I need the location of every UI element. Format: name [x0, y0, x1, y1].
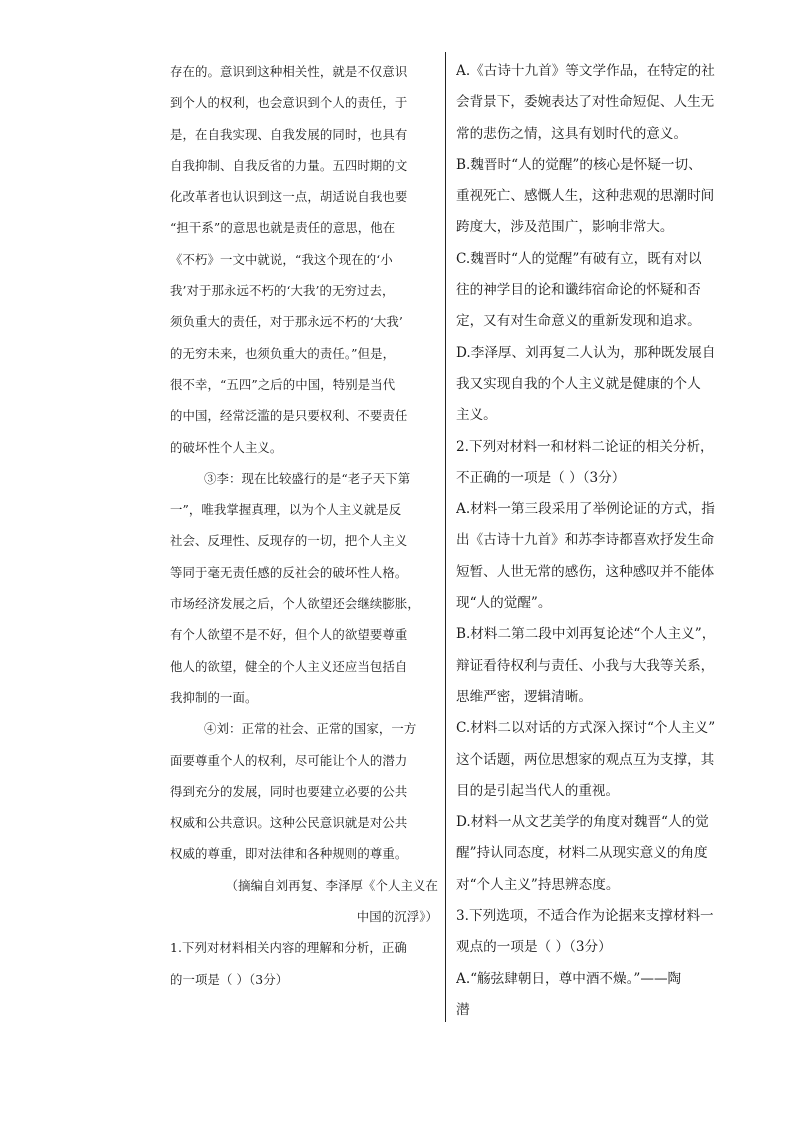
text-line: 我’对于那永远不朽的‘大我’的无穷过去， — [170, 283, 395, 299]
source-citation-end: 中国的沉浮》） — [356, 909, 438, 925]
option-line: 主义。 — [456, 407, 497, 424]
text-line: 很不幸，“五四”之后的中国，特别是当代 — [170, 376, 396, 392]
option-line: 辩证看待权利与责任、小我与大我等关系， — [456, 657, 715, 674]
option-line: 往的神学目的论和谶纬宿命论的怀疑和否 — [456, 282, 701, 299]
option-line: 重视死亡、感慨人生，这种悲观的思潮时间 — [456, 188, 715, 205]
question-1-stem: 1.下列对材料相关内容的理解和分析，正确 — [170, 940, 407, 956]
text-line: 我抑制的一面。 — [170, 689, 258, 705]
option-line: D.材料一从文艺美学的角度对魏晋“人的觉 — [456, 814, 709, 831]
text-line: 的破坏性个人主义。 — [170, 439, 283, 455]
option-line: A.材料一第三段采用了举例论证的方式，指 — [456, 501, 715, 518]
text-line: 他人的欲望，健全的个人主义还应当包括自 — [170, 658, 408, 674]
paragraph-start-li: ③李：现在比较盛行的是“老子天下第 — [204, 470, 411, 486]
question-3-stem: 3.下列选项，不适合作为论据来支撑材料一 — [456, 908, 714, 925]
option-line: 跨度大，涉及范围广，影响非常大。 — [456, 219, 674, 236]
text-line: 的无穷未来，也须负重大的责任。”但是， — [170, 345, 396, 361]
text-line: 一”，唯我掌握真理，以为个人主义就是反 — [170, 502, 402, 518]
option-line: 现“人的觉醒”。 — [456, 595, 552, 612]
option-line: 思维严密，逻辑清晰。 — [456, 688, 592, 705]
question-3-stem-end: 观点的一项是（ ）（3分） — [456, 939, 612, 956]
column-divider — [445, 52, 446, 1022]
question-2-stem: 2.下列对材料一和材料二论证的相关分析， — [456, 438, 714, 455]
text-line: 社会、反理性、反现存的一切，把个人主义 — [170, 533, 408, 549]
option-line: 目的是引起当代人的重视。 — [456, 782, 620, 799]
option-line: 我又实现自我的个人主义就是健康的个人 — [456, 375, 701, 392]
right-column — [456, 56, 720, 1026]
text-line: 自我抑制、自我反省的力量。五四时期的文 — [170, 157, 408, 173]
text-line: 存在的。意识到这种相关性，就是不仅意识 — [170, 64, 408, 79]
text-line: 有个人欲望不是不好，但个人的欲望要尊重 — [170, 627, 408, 643]
option-line: 醒”持认同态度，材料二从现实意义的角度 — [456, 845, 708, 862]
text-line: 面要尊重个人的权利，尽可能让个人的潜力 — [170, 752, 408, 768]
option-line: 定，又有对生命意义的重新发现和追求。 — [456, 313, 701, 330]
text-line: 到个人的权利，也会意识到个人的责任，于 — [170, 95, 408, 111]
option-line: B.材料二第二段中刘再复论述“个人主义”， — [456, 626, 716, 643]
option-line: D.李泽厚、刘再复二人认为，那种既发展自 — [456, 344, 716, 361]
text-line: 权威的尊重，即对法律和各种规则的尊重。 — [170, 846, 408, 862]
option-line: 对“个人主义”持思辨态度。 — [456, 876, 620, 893]
text-line: 须负重大的责任，对于那永远不朽的‘大我’ — [170, 314, 403, 330]
option-line: 短暂、人世无常的感伤，这种感叹并不能体 — [456, 563, 715, 580]
text-line: 《不朽》一文中就说，“我这个现在的‘小 — [170, 251, 393, 267]
option-line: A.“觞弦肆朝日，尊中酒不燥。”——陶 — [456, 970, 682, 987]
text-line: 得到充分的发展，同时也要建立必要的公共 — [170, 783, 408, 799]
text-line: 等同于毫无责任感的反社会的破坏性人格。 — [170, 564, 408, 580]
option-line: 这个话题，两位思想家的观点互为支撑，其 — [456, 751, 715, 768]
option-line: 会背景下，委婉表达了对性命短促、人生无 — [456, 94, 715, 111]
text-line: 是，在自我实现、自我发展的同时，也具有 — [170, 126, 408, 142]
source-citation: （摘编自刘再复、李泽厚《个人主义在 — [225, 877, 438, 893]
text-line: 的中国，经常泛滥的是只要权利、不要责任 — [170, 408, 408, 424]
text-line: 化改革者也认识到这一点，胡适说自我也要 — [170, 189, 408, 205]
left-column — [170, 56, 438, 995]
text-line: 市场经济发展之后，个人欲望还会继续膨胀， — [170, 596, 420, 612]
question-1-stem-end: 的一项是（ ）（3分） — [170, 971, 289, 987]
option-line: A.《古诗十九首》等文学作品，在特定的社 — [456, 63, 715, 79]
text-line: “担干系”的意思也就是责任的意思，他在 — [170, 220, 396, 236]
option-line: C.材料二以对话的方式深入探讨“个人主义” — [456, 720, 716, 737]
option-line: 潜 — [456, 1001, 470, 1018]
option-line: C.魏晋时“人的觉醒”有破有立，既有对以 — [456, 250, 702, 267]
option-line: B.魏晋时“人的觉醒”的核心是怀疑一切、 — [456, 156, 702, 173]
option-line: 出《古诗十九首》和苏李诗都喜欢抒发生命 — [456, 532, 715, 549]
question-2-stem-end: 不正确的一项是（ ）（3分） — [456, 469, 626, 486]
paragraph-start-liu: ④刘：正常的社会、正常的国家，一方 — [204, 721, 417, 737]
text-line: 权威和公共意识。这种公民意识就是对公共 — [170, 815, 408, 831]
option-line: 常的悲伤之情，这具有划时代的意义。 — [456, 125, 688, 142]
